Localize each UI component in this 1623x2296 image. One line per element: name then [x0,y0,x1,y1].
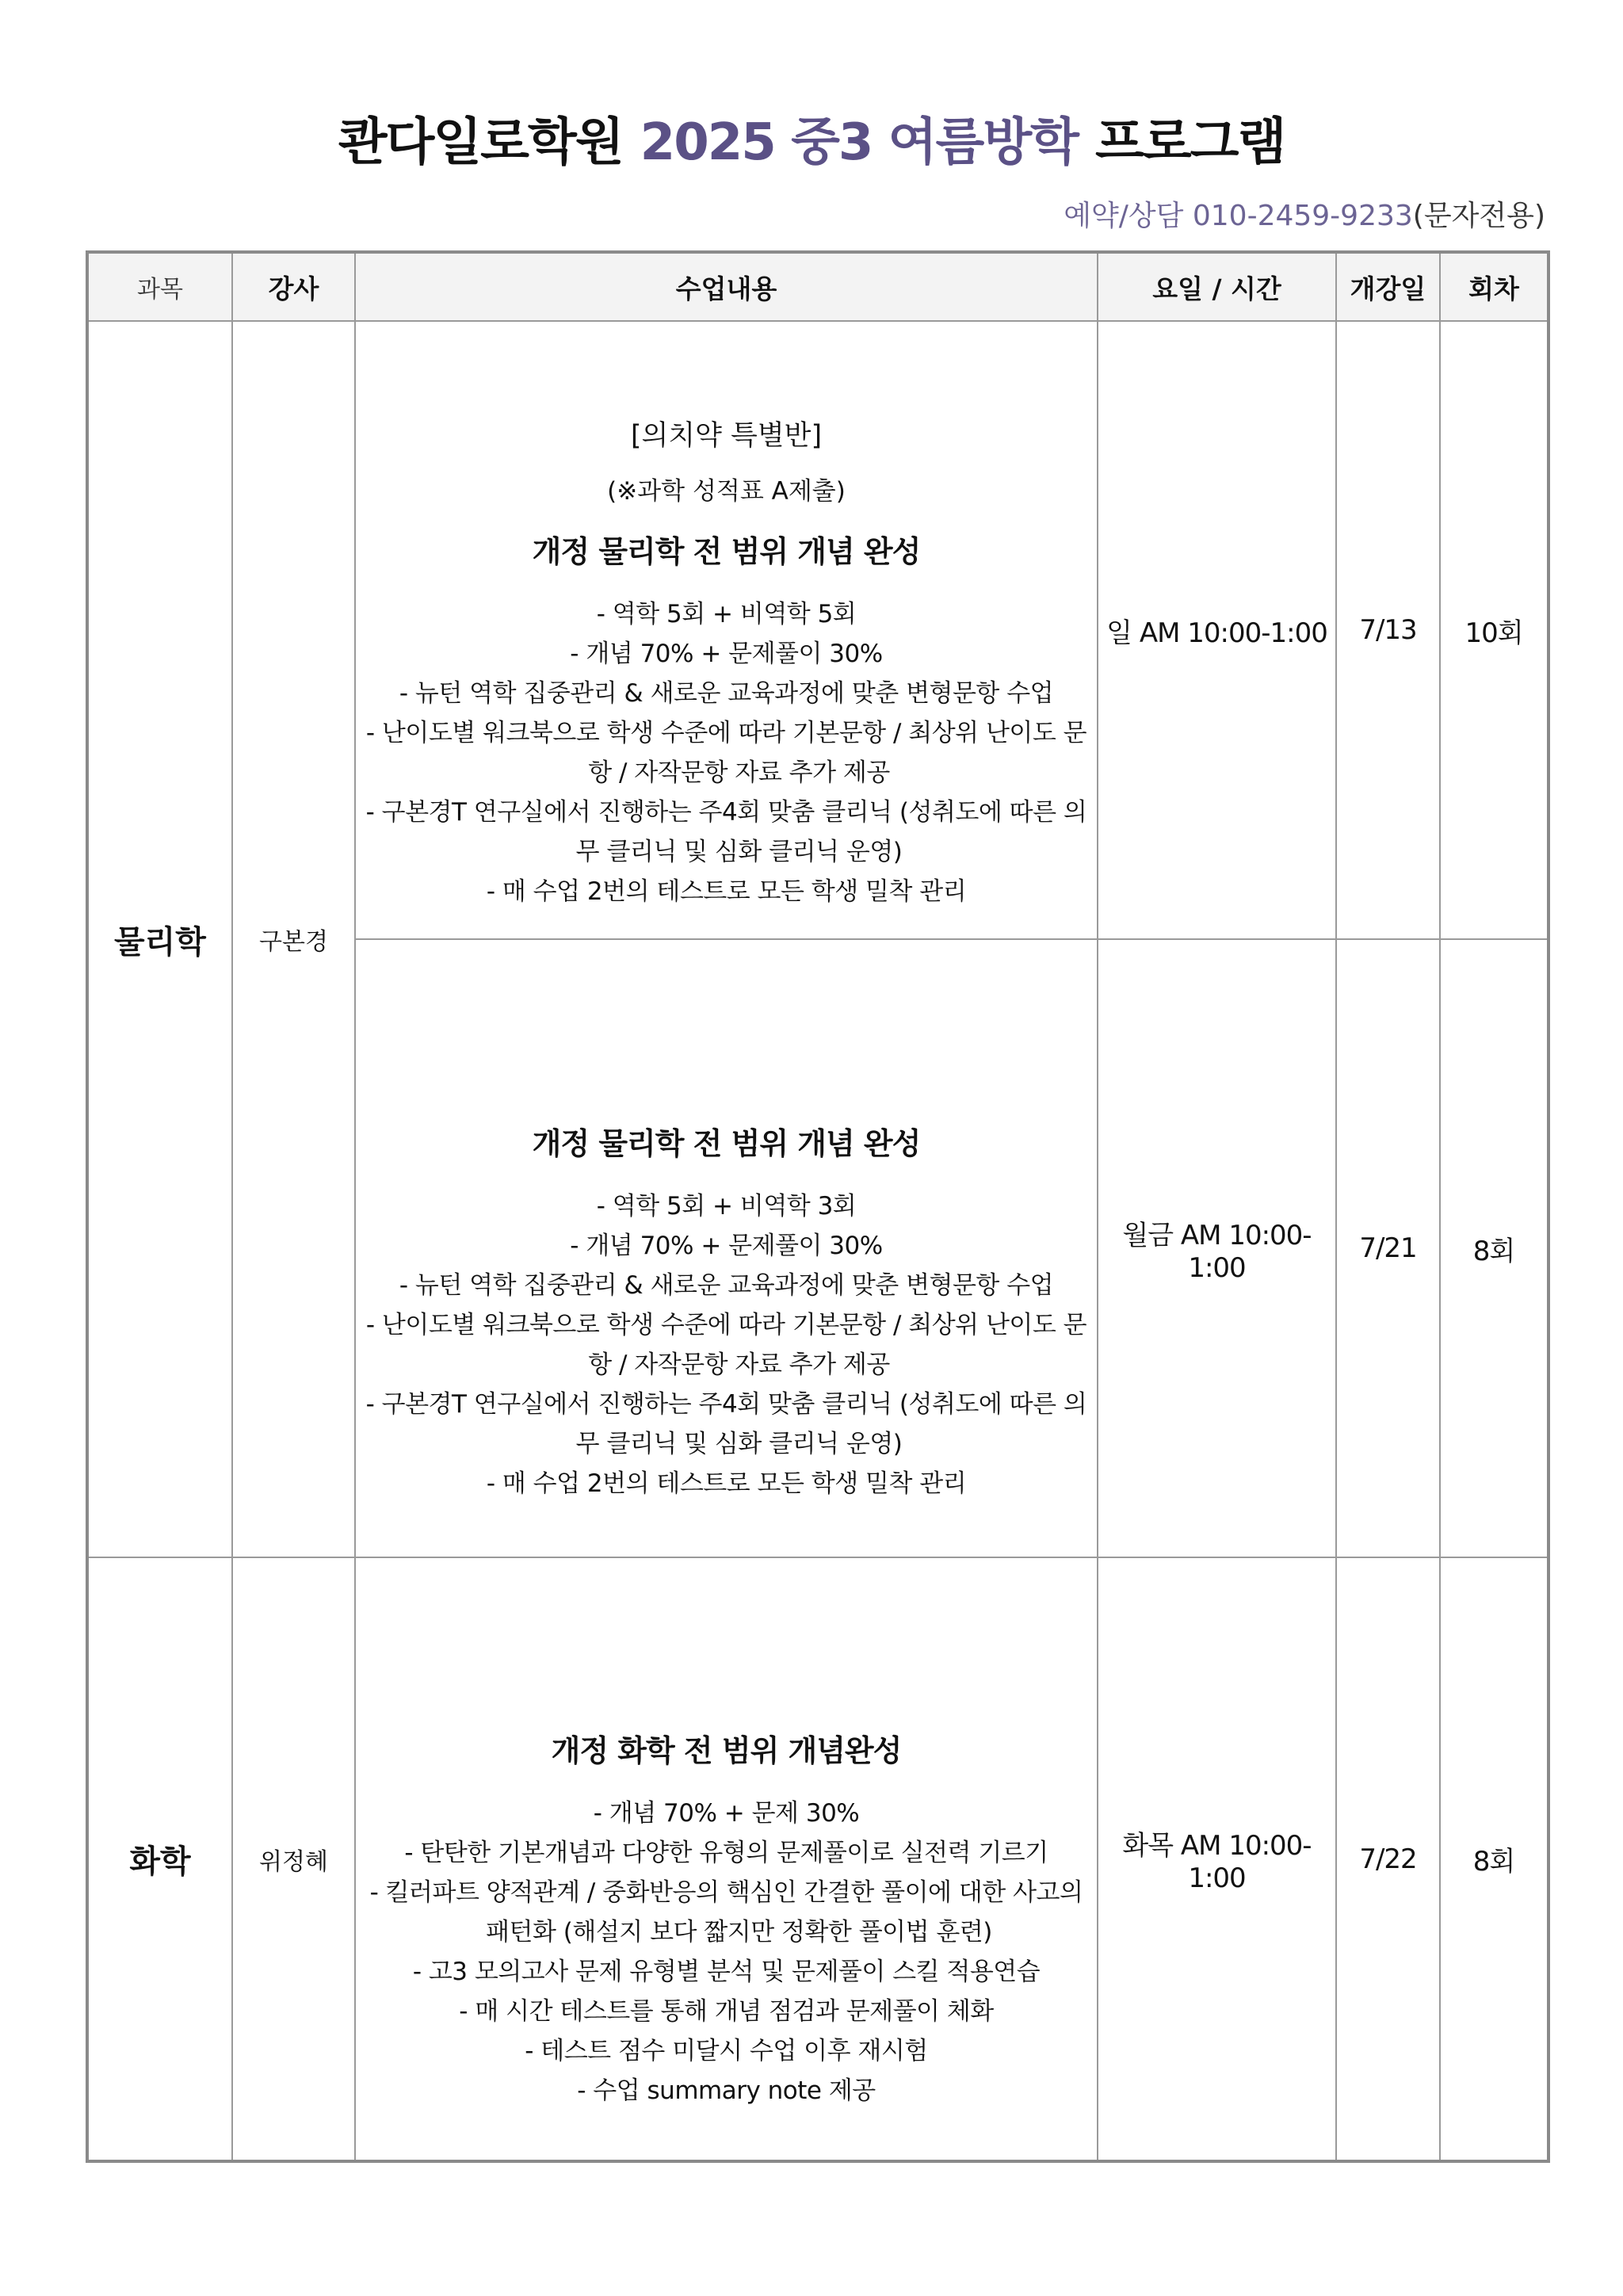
course-title: 개정 화학 전 범위 개념완성 [551,1733,902,1768]
table-header-row [87,252,1549,321]
subject-chemistry: 화학 [87,1557,232,2161]
academy-name: 콴다일로학원 [338,113,623,172]
course-schedule: 월금 AM 10:00-1:00 [1098,939,1336,1557]
list-item: - 수업 summary note 제공 [577,2076,876,2105]
course-sessions: 10회 [1440,321,1549,939]
list-item: - 난이도별 워크북으로 학생 수준에 따라 기본문항 / 최상위 난이도 문항 / 자작문항 자료 추가 제공 [365,1310,1087,1379]
course-schedule: 화목 AM 10:00-1:00 [1098,1557,1336,2161]
contact-phone: 예약/상담 010-2459-9233 [1064,200,1413,232]
course-details [356,1794,1097,2111]
program-period: 2025 중3 여름방학 [640,113,1078,172]
course-content [355,1557,1098,2161]
list-item: - 테스트 점수 미달시 수업 이후 재시험 [525,2037,928,2065]
header-sessions: 회차 [1440,252,1549,321]
list-item: - 매 수업 2번의 테스트로 모든 학생 밀착 관리 [486,877,967,906]
list-item: - 난이도별 워크북으로 학생 수준에 따라 기본문항 / 최상위 난이도 문항 / 자작문항 자료 추가 제공 [365,719,1087,787]
list-item: - 역학 5회 + 비역학 5회 [596,600,857,628]
course-sessions: 8회 [1440,939,1549,1557]
list-item: - 개념 70% + 문제풀이 30% [570,640,883,668]
course-content [355,321,1098,939]
contact-note: (문자전용) [1412,200,1545,232]
course-details [356,594,1097,911]
contact-info [1064,193,1545,234]
course-start-date: 7/13 [1336,321,1440,939]
course-content [355,939,1098,1557]
list-item: - 역학 5회 + 비역학 3회 [596,1191,857,1221]
teacher-chemistry: 위정혜 [232,1557,355,2161]
course-schedule: 일 AM 10:00-1:00 [1098,321,1336,939]
program-label: 프로그램 [1095,113,1285,172]
header-subject: 과목 [87,252,232,321]
list-item: - 매 시간 테스트를 통해 개념 점검과 문제풀이 체화 [459,1997,994,2026]
header-content: 수업내용 [355,252,1098,321]
course-start-date: 7/22 [1336,1557,1440,2161]
table-row [87,321,1549,939]
course-start-date: 7/21 [1336,939,1440,1557]
list-item: - 개념 70% + 문제 30% [593,1799,860,1828]
list-item: - 킬러파트 양적관계 / 중화반응의 핵심인 간결한 풀이에 대한 사고의 패턴화 (해설지 보다 짧지만 정확한 풀이법 훈련) [369,1878,1083,1946]
course-track: [의치약 특별반] [630,420,823,452]
list-item: - 매 수업 2번의 테스트로 모든 학생 밀착 관리 [486,1469,967,1498]
page-title [0,101,1623,174]
course-requirement: (※과학 성적표 A제출) [607,477,846,506]
header-schedule: 요일 / 시간 [1098,252,1336,321]
list-item: - 고3 모의고사 문제 유형별 분석 및 문제풀이 스킬 적용연습 [412,1958,1041,1986]
header-start-date: 개강일 [1336,252,1440,321]
list-item: - 개념 70% + 문제풀이 30% [570,1231,883,1260]
schedule-table [86,250,1550,2163]
teacher-physics: 구본경 [232,321,355,1557]
list-item: - 뉴턴 역학 집중관리 & 새로운 교육과정에 맞춘 변형문항 수업 [399,679,1054,708]
list-item: - 뉴턴 역학 집중관리 & 새로운 교육과정에 맞춘 변형문항 수업 [399,1270,1054,1300]
course-title: 개정 물리학 전 범위 개념 완성 [532,1125,921,1161]
course-sessions: 8회 [1440,1557,1549,2161]
table-row [87,1557,1549,2161]
course-title: 개정 물리학 전 범위 개념 완성 [532,534,921,569]
subject-physics: 물리학 [87,321,232,1557]
list-item: - 탄탄한 기본개념과 다양한 유형의 문제풀이로 실전력 기르기 [404,1839,1048,1867]
list-item: - 구본경T 연구실에서 진행하는 주4회 맞춤 클리닉 (성취도에 따른 의무 클리닉 및 심화 클리닉 운영) [365,1389,1087,1458]
list-item: - 구본경T 연구실에서 진행하는 주4회 맞춤 클리닉 (성취도에 따른 의무 클리닉 및 심화 클리닉 운영) [365,798,1087,866]
course-details [356,1186,1097,1503]
header-teacher: 강사 [232,252,355,321]
